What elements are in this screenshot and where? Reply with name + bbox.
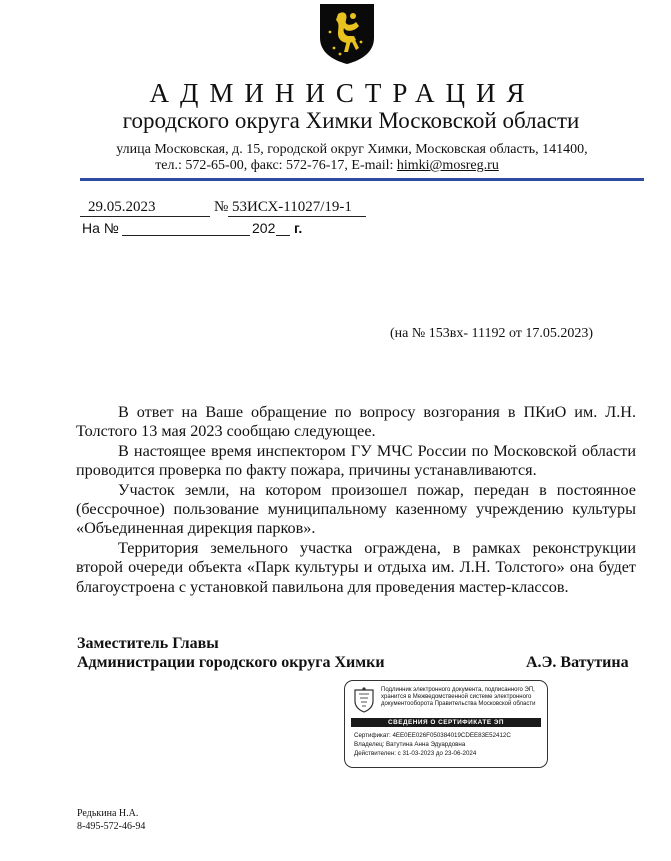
reference-line: (на № 153вх- 11192 от 17.05.2023) xyxy=(390,326,594,341)
certificate-validity: Действителен: с 31-03-2023 до 23-06-2024 xyxy=(354,750,477,757)
incoming-number-label: На № xyxy=(82,220,119,236)
electronic-signature-stamp xyxy=(344,680,548,768)
executor-name: Редькина Н.А. xyxy=(77,808,139,819)
certificate-number: Сертификат: 4EE0EE026F050384019CDEE83E52412C xyxy=(354,732,511,739)
body-paragraph: Участок земли, на котором произошел пожар, передан в постоянное (бессрочное) пользование муниципальному казенному учреждению культуры «Объединенная дирекция парков». xyxy=(76,480,636,538)
organization-title: АДМИНИСТРАЦИЯ xyxy=(149,78,536,108)
letter-body xyxy=(76,403,636,597)
email-link[interactable]: himki@mosreg.ru xyxy=(396,158,499,173)
incoming-year-label: 202 xyxy=(252,220,276,236)
contacts-line xyxy=(0,158,654,174)
signatory-name: А.Э. Ватутина xyxy=(526,654,629,671)
executor-phone: 8-495-572-46-94 xyxy=(77,821,146,832)
year-suffix: г. xyxy=(294,220,303,236)
number-sign: № xyxy=(214,199,229,215)
incoming-year-blank xyxy=(276,235,290,236)
stamp-note: Подлинник электронного документа, подписанного ЭП, хранится в Межведомственной системе электронного документооборота Правительства Московской области xyxy=(381,687,536,708)
moscow-region-emblem-icon xyxy=(352,687,376,713)
address-line: улица Московская, д. 15, городской округ Химки, Московская область, 141400, xyxy=(116,142,588,157)
khimki-crest-icon xyxy=(318,2,376,66)
date-underline xyxy=(80,216,210,217)
body-paragraph: В настоящее время инспектором ГУ МЧС России по Московской области проводится проверка по факту пожара, причины устанавливаются. xyxy=(76,441,636,480)
header-rule xyxy=(80,178,644,181)
organization-subtitle: городского округа Химки Московской области xyxy=(122,108,580,133)
signatory-position: Заместитель Главы xyxy=(77,635,219,652)
signatory-organization: Администрации городского округа Химки xyxy=(77,654,385,671)
certificate-owner: Владелец: Ватутина Анна Эдуардовна xyxy=(354,741,466,748)
body-paragraph: Территория земельного участка ограждена, в рамках реконструкции второй очереди объекта «Парк культуры и отдыха им. Л.Н. Толстого» она будет благоустроена с установкой павильона для проведения мастер-классов. xyxy=(76,538,636,596)
contacts-text: тел.: 572-65-00, факс: 572-76-17, E-mail: xyxy=(155,158,397,173)
number-underline xyxy=(228,216,366,217)
incoming-number-blank xyxy=(122,235,250,236)
body-paragraph: В ответ на Ваше обращение по вопросу возгорания в ПКиО им. Л.Н. Толстого 13 мая 2023 сообщаю следующее. xyxy=(76,403,636,441)
registration-date: 29.05.2023 xyxy=(88,199,156,215)
registration-number: 53ИСХ-11027/19-1 xyxy=(232,199,352,215)
stamp-header: СВЕДЕНИЯ О СЕРТИФИКАТЕ ЭП xyxy=(351,718,541,727)
